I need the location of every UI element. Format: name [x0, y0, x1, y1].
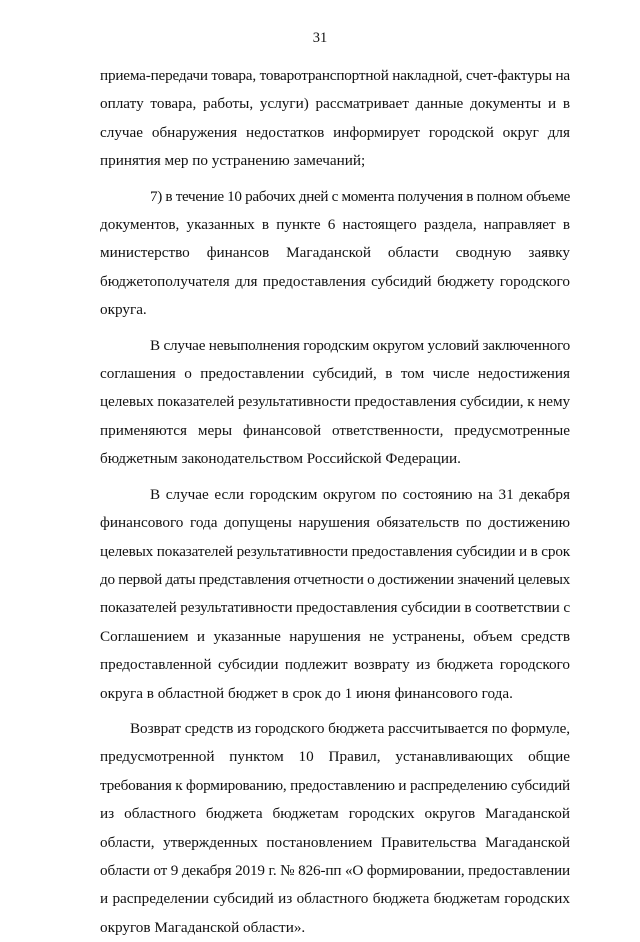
- text-line: В случае если городским округом по состоянию на 31 декабря: [150, 485, 570, 503]
- text-line: и распределении субсидий из областного бюджета бюджетам городских: [100, 890, 570, 908]
- paragraph-1: [100, 62, 570, 176]
- text-line: соглашения о предоставлении субсидий, в том числе недостижения: [100, 365, 570, 383]
- text-line: принятия мер по устранению замечаний;: [100, 152, 366, 170]
- text-line: требования к формированию, предоставлению и распределению субсидий: [100, 776, 570, 794]
- text-line: случае обнаружения недостатков информирует городской округ для: [100, 123, 570, 141]
- text-line: из областного бюджета бюджетам городских округов Магаданской: [100, 805, 570, 823]
- text-line: финансового года допущены нарушения обязательств по достижению: [100, 514, 570, 532]
- text-line: документов, указанных в пункте 6 настоящего раздела, направляет в: [100, 216, 570, 234]
- text-line: округа в областной бюджет в срок до 1 июня финансового года.: [100, 684, 513, 702]
- text-line: Соглашением и указанные нарушения не устранены, объем средств: [100, 627, 570, 645]
- page-number: 31: [312, 30, 328, 46]
- paragraph-3: [100, 332, 570, 474]
- paragraph-5: [100, 715, 570, 942]
- text-line: министерство финансов Магаданской области сводную заявку: [100, 244, 570, 262]
- text-line: В случае невыполнения городским округом условий заключенного: [150, 336, 570, 354]
- text-line: округа.: [100, 301, 147, 319]
- text-line: бюджетополучателя для предоставления субсидий бюджету городского: [100, 272, 570, 290]
- text-line: оплату товара, работы, услуги) рассматривает данные документы и в: [100, 95, 570, 113]
- text-line: 7) в течение 10 рабочих дней с момента получения в полном объеме: [150, 187, 570, 205]
- text-line: приема-передачи товара, товаротранспортной накладной, счет-фактуры на: [100, 67, 570, 84]
- text-line: целевых показателей результативности предоставления субсидии и в срок: [100, 542, 570, 560]
- text-line: целевых показателей результативности предоставления субсидии, к нему: [100, 393, 570, 411]
- text-line: Возврат средств из городского бюджета рассчитывается по формуле,: [130, 719, 570, 737]
- text-line: области, утвержденных постановлением Правительства Магаданской: [100, 833, 570, 851]
- text-line: предусмотренной пунктом 10 Правил, устанавливающих общие: [100, 748, 570, 766]
- document-body: [100, 62, 570, 942]
- paragraph-2: [100, 183, 570, 325]
- text-line: показателей результативности предоставления субсидии в соответствии с: [100, 599, 570, 617]
- text-line: до первой даты представления отчетности о достижении значений целевых: [100, 570, 570, 588]
- paragraph-4: [100, 481, 570, 708]
- text-line: области от 9 декабря 2019 г. № 826-пп «О формировании, предоставлении: [100, 861, 570, 879]
- text-line: бюджетным законодательством Российской Федерации.: [100, 450, 461, 468]
- text-line: применяются меры финансовой ответственности, предусмотренные: [100, 421, 570, 439]
- text-line: предоставленной субсидии подлежит возврату из бюджета городского: [100, 656, 570, 674]
- text-line: округов Магаданской области».: [100, 918, 306, 936]
